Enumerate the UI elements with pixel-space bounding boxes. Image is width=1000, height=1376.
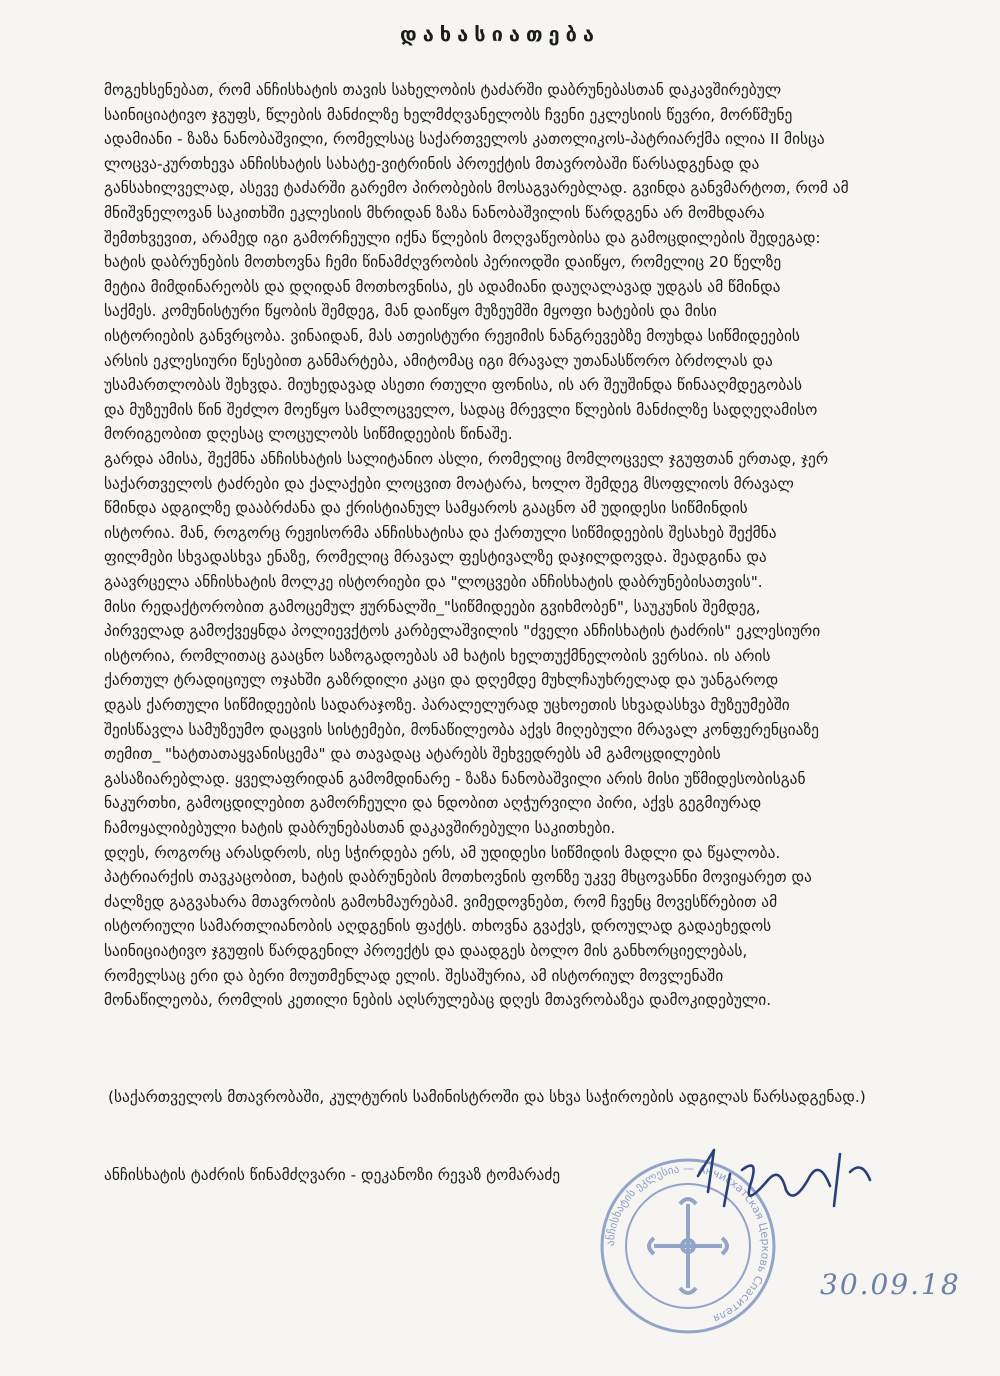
body-line: მორიგეობით დღესაც ლოცულობს სიწმიდეების წინაშე. bbox=[104, 425, 513, 444]
body-line: ისტორიული სამართლიანობის აღდგენის ფაქტს. თხოვნა გვაქვს, დროულად გადაეხედოს bbox=[104, 917, 772, 936]
body-line: შეისწავლა სამუზეუმო დაცვის სისტემები, მონაწილეობა აქვს მიღებული მრავალ კონფერენციაზე bbox=[104, 720, 819, 739]
body-line: ფილმები სხვადასხვა ენაზე, რომელიც მრავალ ფესტივალზე დაჯილდოვდა. შეადგინა და bbox=[104, 548, 767, 567]
body-line: გაავრცელა ანჩისხატის მოლკე ისტორიები და "ლოცვები ანჩისხატის დაბრუნებისათვის". bbox=[104, 573, 763, 591]
body-line: ხატის დაბრუნების მოთხოვნა ჩემი წინამძღვრობის პერიოდში დაიწყო, რომელიც 20 წელზე bbox=[104, 253, 782, 272]
body-line: საინიციატივო ჯგუფის წარდგენილ პროექტს და დაადგეს ბოლო მის განხორციელებას, bbox=[104, 942, 748, 960]
document-title: დახასიათება bbox=[400, 22, 600, 46]
body-line: დგას ქართული სიწმიდეების სადარაჯოზე. პარალელურად უცხოეთის სხვადასხვა მუზეუმებში bbox=[104, 696, 790, 714]
handwritten-date: 30.09.18 bbox=[820, 1268, 961, 1301]
body-line: საინიციატივო ჯგუფს, წლების მანძილზე ხელმძღვანელობს ჩვენი ეკლესიის წევრი, მორწმუნე bbox=[104, 105, 793, 124]
signatory-line: ანჩისხატის ტაძრის წინამძღვარი - დეკანოზი რევაზ ტომარაძე bbox=[104, 1166, 561, 1184]
body-line: გასაზიარებლად. ყველაფრიდან გამომდინარე - ზაზა ნანობაშვილი არის მისი უწმიდესობისგან bbox=[104, 769, 806, 788]
body-line: და მუზეუმის წინ შეძლო მოეწყო სამლოცველო, სადაც მრევლი წლების მანძილზე სადღეღამისო bbox=[104, 400, 818, 419]
body-line: ქართულ ტრადიციულ ოჯახში გაზრდილი კაცი და დღემდე მუხლჩაუხრელად და უანგაროდ bbox=[104, 671, 779, 690]
body-line: მეტია მიმდინარეობს და დღიდან მოთხოვნისა, ეს ადამიანი დაუღალავად უდგას ამ წმინდა bbox=[104, 277, 781, 296]
body-line: საქმეს. კომუნისტური წყობის შემდეგ, მან დაიწყო მუზეუმში მყოფი ხატების და მისი bbox=[104, 302, 717, 321]
body-line: ისტორია, რომლითაც გააცნო საზოგადოებას ამ ხატის ხელთუქმნელობის ვერსია. ის არის bbox=[104, 646, 771, 665]
body-line: მისი რედაქტორობით გამოცემულ ჟურნალში_"სიწმიდეები გვიხმობენ", საუკუნის შემდეგ, bbox=[104, 597, 761, 616]
body-line: თემით_ "ხატთათაყვანისცემა" და თავადაც ატარებს შეხვედრებს ამ გამოცდილების bbox=[104, 745, 721, 764]
body-line: მონაწილეობა, რომლის კეთილი ნების აღსრულებაც დღეს მთავრობაზეა დამოკიდებული. bbox=[104, 991, 772, 1010]
body-line: ჩამოყალიბებული ხატის დაბრუნებასთან დაკავშირებული საკითხები. bbox=[104, 819, 616, 837]
body-line: პირველად გამოქვეყნდა პოლიევქტოს კარბელაშვილის "ძველი ანჩისხატის ტაძრის" ეკლესიური bbox=[104, 622, 821, 641]
body-line: რომელსაც ერი და ბერი მოუთმენლად ელის. შესაშურია, ამ ისტორიულ მოვლენაში bbox=[104, 966, 724, 985]
body-line: წმინდა ადგილზე დააბრძანა და ქრისტიანულ სამყაროს გააცნო ამ უდიდესი სიწმინდის bbox=[104, 499, 748, 518]
body-line: განსახილველად, ასევე ტაძარში გარემო პირობების მოსაგვარებლად. გვინდა განვმარტოთ, რომ ამ bbox=[104, 179, 849, 198]
body-line: დღეს, როგორც არასდროს, ისე სჭირდება ერს, ამ უდიდესი სიწმიდის მადლი და წყალობა. bbox=[104, 843, 781, 862]
body-line: პატრიარქის თავკაცობით, ხატის დაბრუნების მოთხოვნის ფონზე უკვე მხცოვანნი მოვიყარეთ და bbox=[104, 868, 812, 887]
body-line: უსამართლობას შეხვდა. მიუხედავად ასეთი რთული ფონისა, ის არ შეუშინდა წინააღმდეგობას bbox=[104, 376, 803, 395]
body-line: ლოცვა-კურთხევა ანჩისხატის სახატე-ვიტრინის პროექტის მთავრობაში წარსადგენად და bbox=[104, 154, 760, 173]
addressee-note: (საქართველოს მთავრობაში, კულტურის სამინისტროში და სხვა საჭიროების ადგილას წარსადგენად.) bbox=[108, 1088, 866, 1106]
body-line: გარდა ამისა, შექმნა ანჩისხატის სალიტანიო ასლი, რომელიც მომლოცველ ჯგუფთან ერთად, ჯერ bbox=[104, 450, 829, 468]
handwritten-signature bbox=[690, 1146, 910, 1226]
body-line: ნაკურთხი, გამოცდილებით გამორჩეული და ნდობით აღჭურვილი პირი, აქვს გეგმიურად bbox=[104, 794, 762, 813]
body-line: ისტორიების განვრცობა. ვინაიდან, მას ათეისტური რეჟიმის ნანგრევებზე მოუხდა სიწმიდეების bbox=[104, 327, 800, 345]
body-line: შემთხვევით, არამედ იგი გამორჩეული იქნა წლების მოღვაწეობისა და გამოცდილების შედეგად: bbox=[104, 228, 821, 247]
body-line: საქართველოს ტაძრები და ქალაქები ლოცვით მოატარა, ხოლო შემდეგ მსოფლიოს მრავალ bbox=[104, 474, 794, 493]
body-line: არსის ეკლესიური წესებით განმარტება, ამიტომაც იგი მრავალ უთანასწორო ბრძოლას და bbox=[104, 351, 773, 370]
body-line: ისტორია. მან, როგორც რეჟისორმა ანჩისხატისა და ქართული სიწმიდეების შესახებ შექმნა bbox=[104, 523, 777, 542]
stamp-ring-text: ანჩისხატის ეკლესია — Анчисхатская Церковь Спасителя bbox=[603, 1161, 773, 1326]
body-line: მნიშვნელოვან საკითხში ეკლესიის მხრიდან ზაზა ნანობაშვილის წარდგენა არ მომხდარა bbox=[104, 204, 765, 222]
body-line: ადამიანი - ზაზა ნანობაშვილი, რომელსაც საქართველოს კათოლიკოს-პატრიარქმა ილია II მისცა bbox=[104, 130, 825, 149]
body-line: მოგეხსენებათ, რომ ანჩისხატის თავის სახელობის ტაძარში დაბრუნებასთან დაკავშირებულ bbox=[104, 81, 782, 99]
body-line: ძალზედ გაგვახარა მთავრობის გამოხმაურებამ. ვიმედოვნებთ, რომ ჩვენც მოვესწრებით ამ bbox=[104, 892, 778, 911]
